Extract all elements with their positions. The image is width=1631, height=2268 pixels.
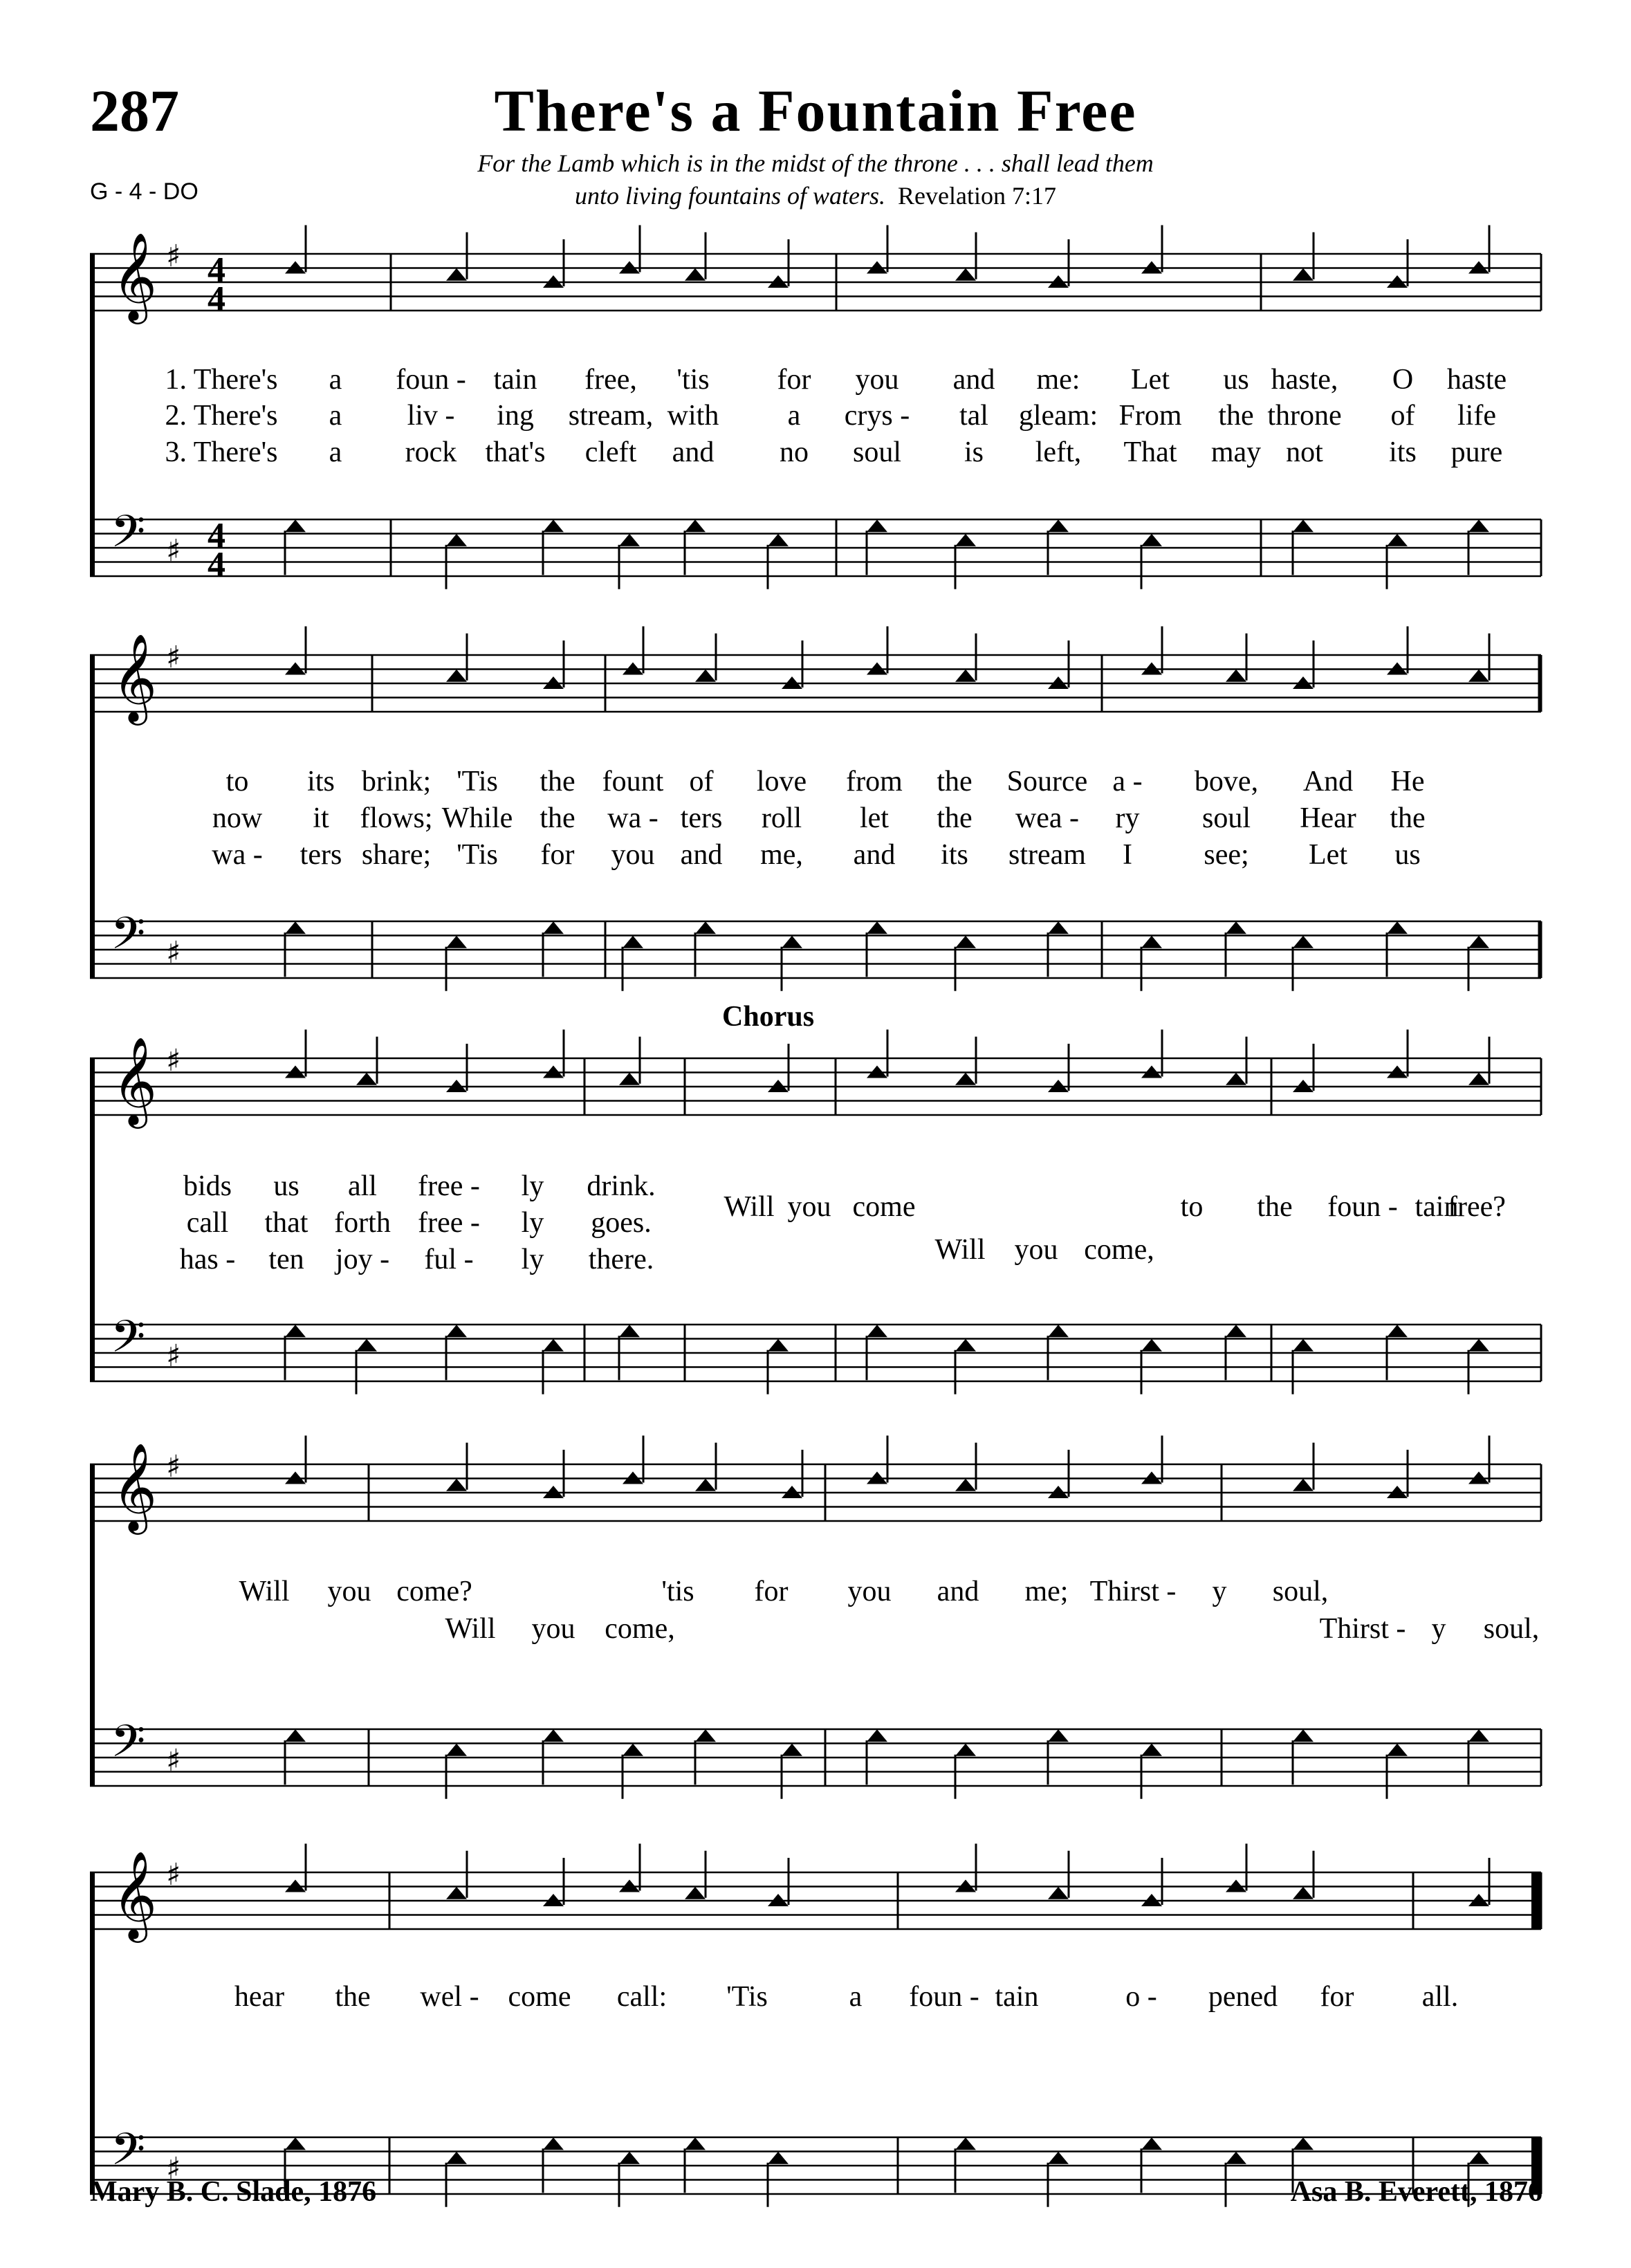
system-2-bass-note <box>446 936 467 948</box>
lyric-s3-v3: ly <box>521 1244 544 1275</box>
lyric-s2-v3: and <box>680 839 723 871</box>
lyric-s1-v2: stream, <box>568 400 654 432</box>
lyric-s1-v3: no <box>780 436 809 468</box>
system-3-bass-note <box>1387 1325 1408 1337</box>
system-2-treble-clef-icon: 𝄞 <box>112 633 158 721</box>
lyric-s5: wel - <box>420 1981 479 2013</box>
lyric-s2-v3: us <box>1394 839 1421 871</box>
lyric-s1-v3: its <box>1389 436 1417 468</box>
lyric-s5: o - <box>1125 1981 1157 2013</box>
lyric-s2-v1: a - <box>1112 766 1143 798</box>
lyric-s5: 'Tis <box>726 1981 768 2013</box>
lyric-echo: come, <box>1084 1234 1154 1266</box>
lyric-s1-v3: not <box>1286 436 1323 468</box>
lyric-s2-v3: its <box>941 839 968 871</box>
system-1-treble-time-top: 4 <box>208 250 225 290</box>
system-2-bass-note <box>1141 936 1162 948</box>
lyric-s5: for <box>1320 1981 1354 2013</box>
system-3-bass-note <box>1226 1325 1246 1337</box>
system-3-treble-note <box>955 1073 976 1085</box>
lyric-s1-v3: that's <box>485 436 546 468</box>
lyric-s2-v2: soul <box>1201 802 1251 834</box>
lyric-s2-v2: ry <box>1115 802 1140 834</box>
system-4-bass-note <box>782 1744 802 1756</box>
system-4-bass-note <box>955 1744 976 1756</box>
system-4-bass-note <box>446 1744 467 1756</box>
system-1-bass-note <box>543 519 564 532</box>
system-4-treble-note <box>695 1479 716 1491</box>
system-1-treble-note <box>685 268 706 281</box>
system-5-bass-note <box>285 2137 306 2150</box>
system-1-bass-time-bottom: 4 <box>208 545 225 584</box>
lyric-s5: a <box>849 1981 863 2013</box>
lyric-chorus: to <box>1180 1191 1204 1223</box>
system-4-bass-note <box>1293 1729 1314 1742</box>
lyric-s5: the <box>335 1981 371 2013</box>
lyric-s2-v1: to <box>225 766 249 798</box>
lyric-s1-v3: 3. There's <box>165 436 278 468</box>
lyric-s3-v2: forth <box>334 1207 391 1239</box>
lyric-s1-v3: is <box>964 436 984 468</box>
system-5-bass-sharp-icon: ♯ <box>166 2151 181 2186</box>
system-5-treble-clef-icon: 𝄞 <box>112 1850 158 1939</box>
lyric-s4: Will <box>239 1576 290 1607</box>
lyric-s3-v2: goes. <box>591 1207 652 1239</box>
scripture-line-2-text: unto living fountains of waters. <box>575 182 886 210</box>
system-5-bass-note <box>1293 2137 1314 2150</box>
scripture-reference: Revelation 7:17 <box>898 182 1056 210</box>
system-1-bass-note <box>685 519 706 532</box>
system-5-treble-note <box>446 1887 467 1899</box>
lyric-s5: call: <box>616 1981 667 2013</box>
lyric-s2-v1: the <box>937 766 973 798</box>
lyric-s3-v3: ten <box>268 1244 304 1275</box>
lyric-chorus: free? <box>1448 1191 1506 1223</box>
system-4-bass-note <box>695 1729 716 1742</box>
system-5-bass-note <box>619 2152 640 2164</box>
lyric-s3-v1: us <box>273 1170 300 1202</box>
system-5-bass-note <box>685 2137 706 2150</box>
system-4-bass-clef-icon: 𝄢 <box>111 1716 146 1778</box>
lyric-s4: me; <box>1024 1576 1069 1607</box>
lyric-s2-v3: see; <box>1204 839 1249 871</box>
system-1-bass-note <box>446 534 467 546</box>
lyric-chorus: Will <box>724 1191 775 1223</box>
lyric-echo: Will <box>934 1234 986 1266</box>
lyric-s3-v3: ful - <box>424 1244 474 1275</box>
lyric-s3-v2: ly <box>521 1207 544 1239</box>
lyric-s1-v2: tal <box>959 400 988 432</box>
chorus-label: Chorus <box>722 1001 815 1033</box>
composer-credit: Asa B. Everett, 1876 <box>1290 2176 1542 2208</box>
system-3-bass-note <box>867 1325 887 1337</box>
system-5-treble-sharp-icon: ♯ <box>166 1857 181 1892</box>
final-system-bar <box>90 1872 95 2194</box>
lyric-s4-echo: y <box>1431 1613 1446 1645</box>
lyric-s1-v2: From <box>1118 400 1182 432</box>
system-3-treble-note <box>1226 1073 1246 1085</box>
lyric-chorus: the <box>1257 1191 1293 1223</box>
lyric-s2-v2: flows; <box>360 802 433 834</box>
lyric-s4: you <box>847 1576 892 1607</box>
lyric-s2-v2: the <box>1390 802 1426 834</box>
lyric-s4-echo: you <box>531 1613 575 1645</box>
system-3-bass-note <box>285 1325 306 1337</box>
lyric-s2-v1: the <box>540 766 575 798</box>
lyric-s5: all. <box>1421 1981 1459 2013</box>
system-2-bass-note <box>1468 936 1489 948</box>
lyric-s1-v3: soul <box>852 436 902 468</box>
lyric-s2-v2: roll <box>761 802 802 834</box>
system-5-bass-note <box>1141 2137 1162 2150</box>
lyric-s2-v1: its <box>307 766 335 798</box>
system-4-bass-note <box>1141 1744 1162 1756</box>
lyric-s2-v1: He <box>1390 766 1425 798</box>
system-3-bass-note <box>619 1325 640 1337</box>
system-2-treble-note <box>1468 670 1489 682</box>
lyric-chorus: foun - <box>1327 1191 1398 1223</box>
system-4-system-bar <box>90 1464 95 1786</box>
system-2-bass-sharp-icon: ♯ <box>166 935 181 970</box>
system-2-treble-sharp-icon: ♯ <box>166 640 181 675</box>
system-5-bass-note <box>768 2152 789 2164</box>
lyric-s5: foun - <box>909 1981 979 2013</box>
lyric-s4-echo: Thirst - <box>1319 1613 1406 1645</box>
lyric-s3-v1: free - <box>418 1170 480 1202</box>
system-3-bass-note <box>356 1339 377 1352</box>
lyric-s1-v2: ing <box>497 400 534 432</box>
system-5-treble-note <box>1293 1887 1314 1899</box>
system-1-bass-note <box>619 534 640 546</box>
lyric-s3-v3: there. <box>588 1244 654 1275</box>
lyric-s2-v2: it <box>313 802 329 834</box>
lyric-s3-v2: that <box>264 1207 308 1239</box>
lyric-s3-v1: ly <box>521 1170 544 1202</box>
lyric-s2-v3: for <box>540 839 575 871</box>
lyric-s2-v3: ters <box>300 839 342 871</box>
system-1-bass-time-top: 4 <box>208 516 225 555</box>
lyric-s1-v1: a <box>329 364 342 396</box>
system-4-bass-note <box>623 1744 643 1756</box>
system-1-treble-sharp-icon: ♯ <box>166 239 181 274</box>
lyric-s2-v2: let <box>860 802 889 834</box>
system-2-bass-note <box>285 921 306 934</box>
lyric-s1-v3: pure <box>1450 436 1503 468</box>
lyric-s2-v3: I <box>1123 839 1132 871</box>
lyric-s2-v1: 'Tis <box>457 766 498 798</box>
system-3-treble-sharp-icon: ♯ <box>166 1043 181 1078</box>
lyric-s2-v1: And <box>1302 766 1354 798</box>
lyric-s1-v2: liv - <box>407 400 455 432</box>
lyric-chorus: you <box>787 1191 831 1223</box>
lyric-s1-v1: us <box>1223 364 1249 396</box>
system-1-bass-note <box>1387 534 1408 546</box>
lyric-s4-echo: soul, <box>1483 1613 1540 1645</box>
lyric-s4: 'tis <box>661 1576 694 1607</box>
system-3-treble-clef-icon: 𝄞 <box>112 1036 158 1125</box>
system-5-bass-note <box>1226 2152 1246 2164</box>
lyric-s1-v3: may <box>1210 436 1262 468</box>
system-1-treble-clef-icon: 𝄞 <box>112 232 158 320</box>
lyric-s2-v3: 'Tis <box>457 839 498 871</box>
system-4-bass-note <box>543 1729 564 1742</box>
lyric-s2-v2: wea - <box>1015 802 1080 834</box>
system-1-bass-note <box>1048 519 1069 532</box>
system-1-bass-note <box>285 519 306 532</box>
lyric-s2-v1: love <box>756 766 807 798</box>
lyric-s5: come <box>508 1981 571 2013</box>
system-3-system-bar <box>90 1058 95 1381</box>
system-1-treble-note <box>1293 268 1314 281</box>
lyric-s3-v3: has - <box>179 1244 236 1275</box>
author-credit: Mary B. C. Slade, 1876 <box>90 2176 377 2208</box>
system-4-treble-note <box>446 1479 467 1491</box>
lyric-s1-v1: for <box>777 364 811 396</box>
lyric-s1-v3: rock <box>405 436 457 468</box>
lyric-s4-echo: Will <box>445 1613 496 1645</box>
lyric-chorus: come <box>852 1191 916 1223</box>
lyric-s1-v1: 'tis <box>676 364 710 396</box>
system-2-bass-note <box>955 936 976 948</box>
lyric-s2-v1: bove, <box>1194 766 1259 798</box>
system-1-bass-clef-icon: 𝄢 <box>111 506 146 569</box>
lyric-s2-v1: fount <box>602 766 664 798</box>
system-3-bass-note <box>543 1339 564 1352</box>
system-2-bass-note <box>1293 936 1314 948</box>
lyric-s3-v1: bids <box>183 1170 232 1202</box>
lyric-s1-v3: cleft <box>584 436 637 468</box>
lyric-s2-v3: wa - <box>212 839 263 871</box>
lyric-echo: you <box>1014 1234 1058 1266</box>
system-1-bass-note <box>1141 534 1162 546</box>
lyric-s2-v3: me, <box>760 839 803 871</box>
lyric-s1-v2: with <box>667 400 719 432</box>
lyric-s4: come? <box>396 1576 472 1607</box>
lyric-s1-v1: 1. There's <box>165 364 278 396</box>
lyric-s1-v3: That <box>1123 436 1177 468</box>
system-1-bass-note <box>1468 519 1489 532</box>
lyric-s3-v3: joy - <box>335 1244 390 1275</box>
lyric-s2-v3: share; <box>361 839 432 871</box>
system-4-bass-note <box>285 1729 306 1742</box>
system-3-bass-note <box>1468 1339 1489 1352</box>
lyric-s1-v1: haste, <box>1271 364 1338 396</box>
lyric-s1-v2: a <box>329 400 342 432</box>
lyric-s1-v1: foun - <box>396 364 466 396</box>
system-1-bass-note <box>1293 519 1314 532</box>
system-1-system-bar <box>90 254 95 576</box>
system-1-treble-note <box>446 268 467 281</box>
lyric-s4: you <box>327 1576 371 1607</box>
lyric-s4-echo: come, <box>605 1613 675 1645</box>
system-4-bass-note <box>867 1729 887 1742</box>
final-bar-thick-treble <box>1531 1872 1541 1929</box>
lyric-s1-v3: left, <box>1035 436 1082 468</box>
lyric-s4: and <box>937 1576 979 1607</box>
system-3-treble-note <box>356 1073 377 1085</box>
system-1-bass-note <box>955 534 976 546</box>
system-2-bass-note <box>543 921 564 934</box>
system-2-bass-note <box>1387 921 1408 934</box>
lyric-s2-v3: stream <box>1008 839 1086 871</box>
system-2-system-bar <box>90 655 95 978</box>
lyric-s1-v1: and <box>952 364 995 396</box>
lyric-s1-v1: tain <box>493 364 537 396</box>
lyric-s1-v2: crys - <box>844 400 910 432</box>
system-2-bass-clef-icon: 𝄢 <box>111 908 146 970</box>
lyric-s3-v1: drink. <box>587 1170 656 1202</box>
lyric-s2-v2: the <box>540 802 575 834</box>
system-3-bass-note <box>1048 1325 1069 1337</box>
lyric-s2-v3: and <box>853 839 896 871</box>
lyric-s2-v1: from <box>846 766 903 798</box>
lyric-s1-v2: a <box>787 400 801 432</box>
system-5-bass-note <box>1468 2152 1489 2164</box>
system-4-treble-sharp-icon: ♯ <box>166 1449 181 1484</box>
lyric-s1-v1: Let <box>1131 364 1170 396</box>
lyric-s2-v3: Let <box>1309 839 1347 871</box>
system-3-bass-note <box>955 1339 976 1352</box>
lyric-s5: hear <box>234 1981 285 2013</box>
system-2-treble-note <box>446 670 467 682</box>
system-3-bass-clef-icon: 𝄢 <box>111 1311 146 1374</box>
system-2-treble-note <box>955 670 976 682</box>
lyric-s1-v2: gleam: <box>1018 400 1098 432</box>
lyric-s2-v2: now <box>212 802 263 834</box>
system-2-bass-note <box>867 921 887 934</box>
system-2-bass-note <box>782 936 802 948</box>
lyric-s4: soul, <box>1272 1576 1329 1607</box>
lyric-s1-v1: you <box>855 364 899 396</box>
system-3-bass-sharp-icon: ♯ <box>166 1338 181 1374</box>
system-5-bass-note <box>543 2137 564 2150</box>
system-4-treble-note <box>955 1479 976 1491</box>
system-5-treble-note <box>685 1887 706 1899</box>
system-2-treble-note <box>695 670 716 682</box>
lyric-s2-v1: of <box>689 766 714 798</box>
system-4-bass-note <box>1387 1744 1408 1756</box>
system-4-treble-clef-icon: 𝄞 <box>112 1442 158 1531</box>
system-1-treble-time-bottom: 4 <box>208 279 225 319</box>
lyric-s2-v1: brink; <box>361 766 432 798</box>
lyric-s2-v2: Hear <box>1300 802 1356 834</box>
lyric-s4: Thirst - <box>1089 1576 1177 1607</box>
lyric-s1-v3: and <box>672 436 715 468</box>
system-1-bass-note <box>768 534 789 546</box>
system-1-bass-sharp-icon: ♯ <box>166 533 181 569</box>
lyric-s1-v2: 2. There's <box>165 400 278 432</box>
system-4-bass-note <box>1468 1729 1489 1742</box>
hymn-number: 287 <box>90 77 179 144</box>
system-2-bass-note <box>1226 921 1246 934</box>
lyric-s1-v1: free, <box>584 364 637 396</box>
lyric-s1-v1: O <box>1392 364 1414 396</box>
system-3-treble-note <box>1468 1073 1489 1085</box>
lyric-s1-v1: haste <box>1446 364 1507 396</box>
system-5-bass-note <box>955 2137 976 2150</box>
lyric-s5: pened <box>1208 1981 1278 2013</box>
lyric-s2-v2: the <box>937 802 973 834</box>
system-1-bass-note <box>867 519 887 532</box>
lyric-s2-v1: Source <box>1006 766 1088 798</box>
lyric-s1-v2: the <box>1218 400 1254 432</box>
lyric-s1-v1: me: <box>1036 364 1080 396</box>
lyric-s5: tain <box>995 1981 1039 2013</box>
system-3-treble-note <box>619 1073 640 1085</box>
system-3-bass-note <box>1293 1339 1314 1352</box>
system-2-bass-note <box>695 921 716 934</box>
lyric-s1-v2: life <box>1457 400 1496 432</box>
system-5-bass-clef-icon: 𝄢 <box>111 2124 146 2186</box>
lyric-s4: for <box>754 1576 789 1607</box>
system-2-treble-note <box>1226 670 1246 682</box>
lyric-chorus: tain <box>1415 1191 1459 1223</box>
lyric-s2-v3: you <box>611 839 655 871</box>
lyric-s1-v2: of <box>1390 400 1415 432</box>
system-4-treble-note <box>1293 1479 1314 1491</box>
system-2-bass-note <box>623 936 643 948</box>
lyric-s3-v2: call <box>186 1207 229 1239</box>
lyric-s2-v2: wa - <box>607 802 658 834</box>
system-3-bass-note <box>446 1325 467 1337</box>
lyric-s2-v2: ters <box>680 802 723 834</box>
system-3-bass-note <box>768 1339 789 1352</box>
lyric-s3-v1: all <box>348 1170 377 1202</box>
lyric-s1-v2: throne <box>1267 400 1342 432</box>
system-2-bass-note <box>1048 921 1069 934</box>
hymn-title: There's a Fountain Free <box>494 77 1137 144</box>
lyric-s4: y <box>1212 1576 1227 1607</box>
system-4-bass-sharp-icon: ♯ <box>166 1743 181 1778</box>
system-1-treble-note <box>955 268 976 281</box>
system-4-bass-note <box>1048 1729 1069 1742</box>
system-3-bass-note <box>1141 1339 1162 1352</box>
lyric-s1-v3: a <box>329 436 342 468</box>
system-5-treble-note <box>1048 1887 1069 1899</box>
system-5-bass-note <box>446 2152 467 2164</box>
scripture-line-1: For the Lamb which is in the midst of the throne . . . shall lead them <box>477 149 1154 177</box>
lyric-s3-v2: free - <box>418 1207 480 1239</box>
key-signature-label: G - 4 - DO <box>90 178 199 205</box>
system-5-bass-note <box>1048 2152 1069 2164</box>
lyric-s2-v2: While <box>441 802 513 834</box>
